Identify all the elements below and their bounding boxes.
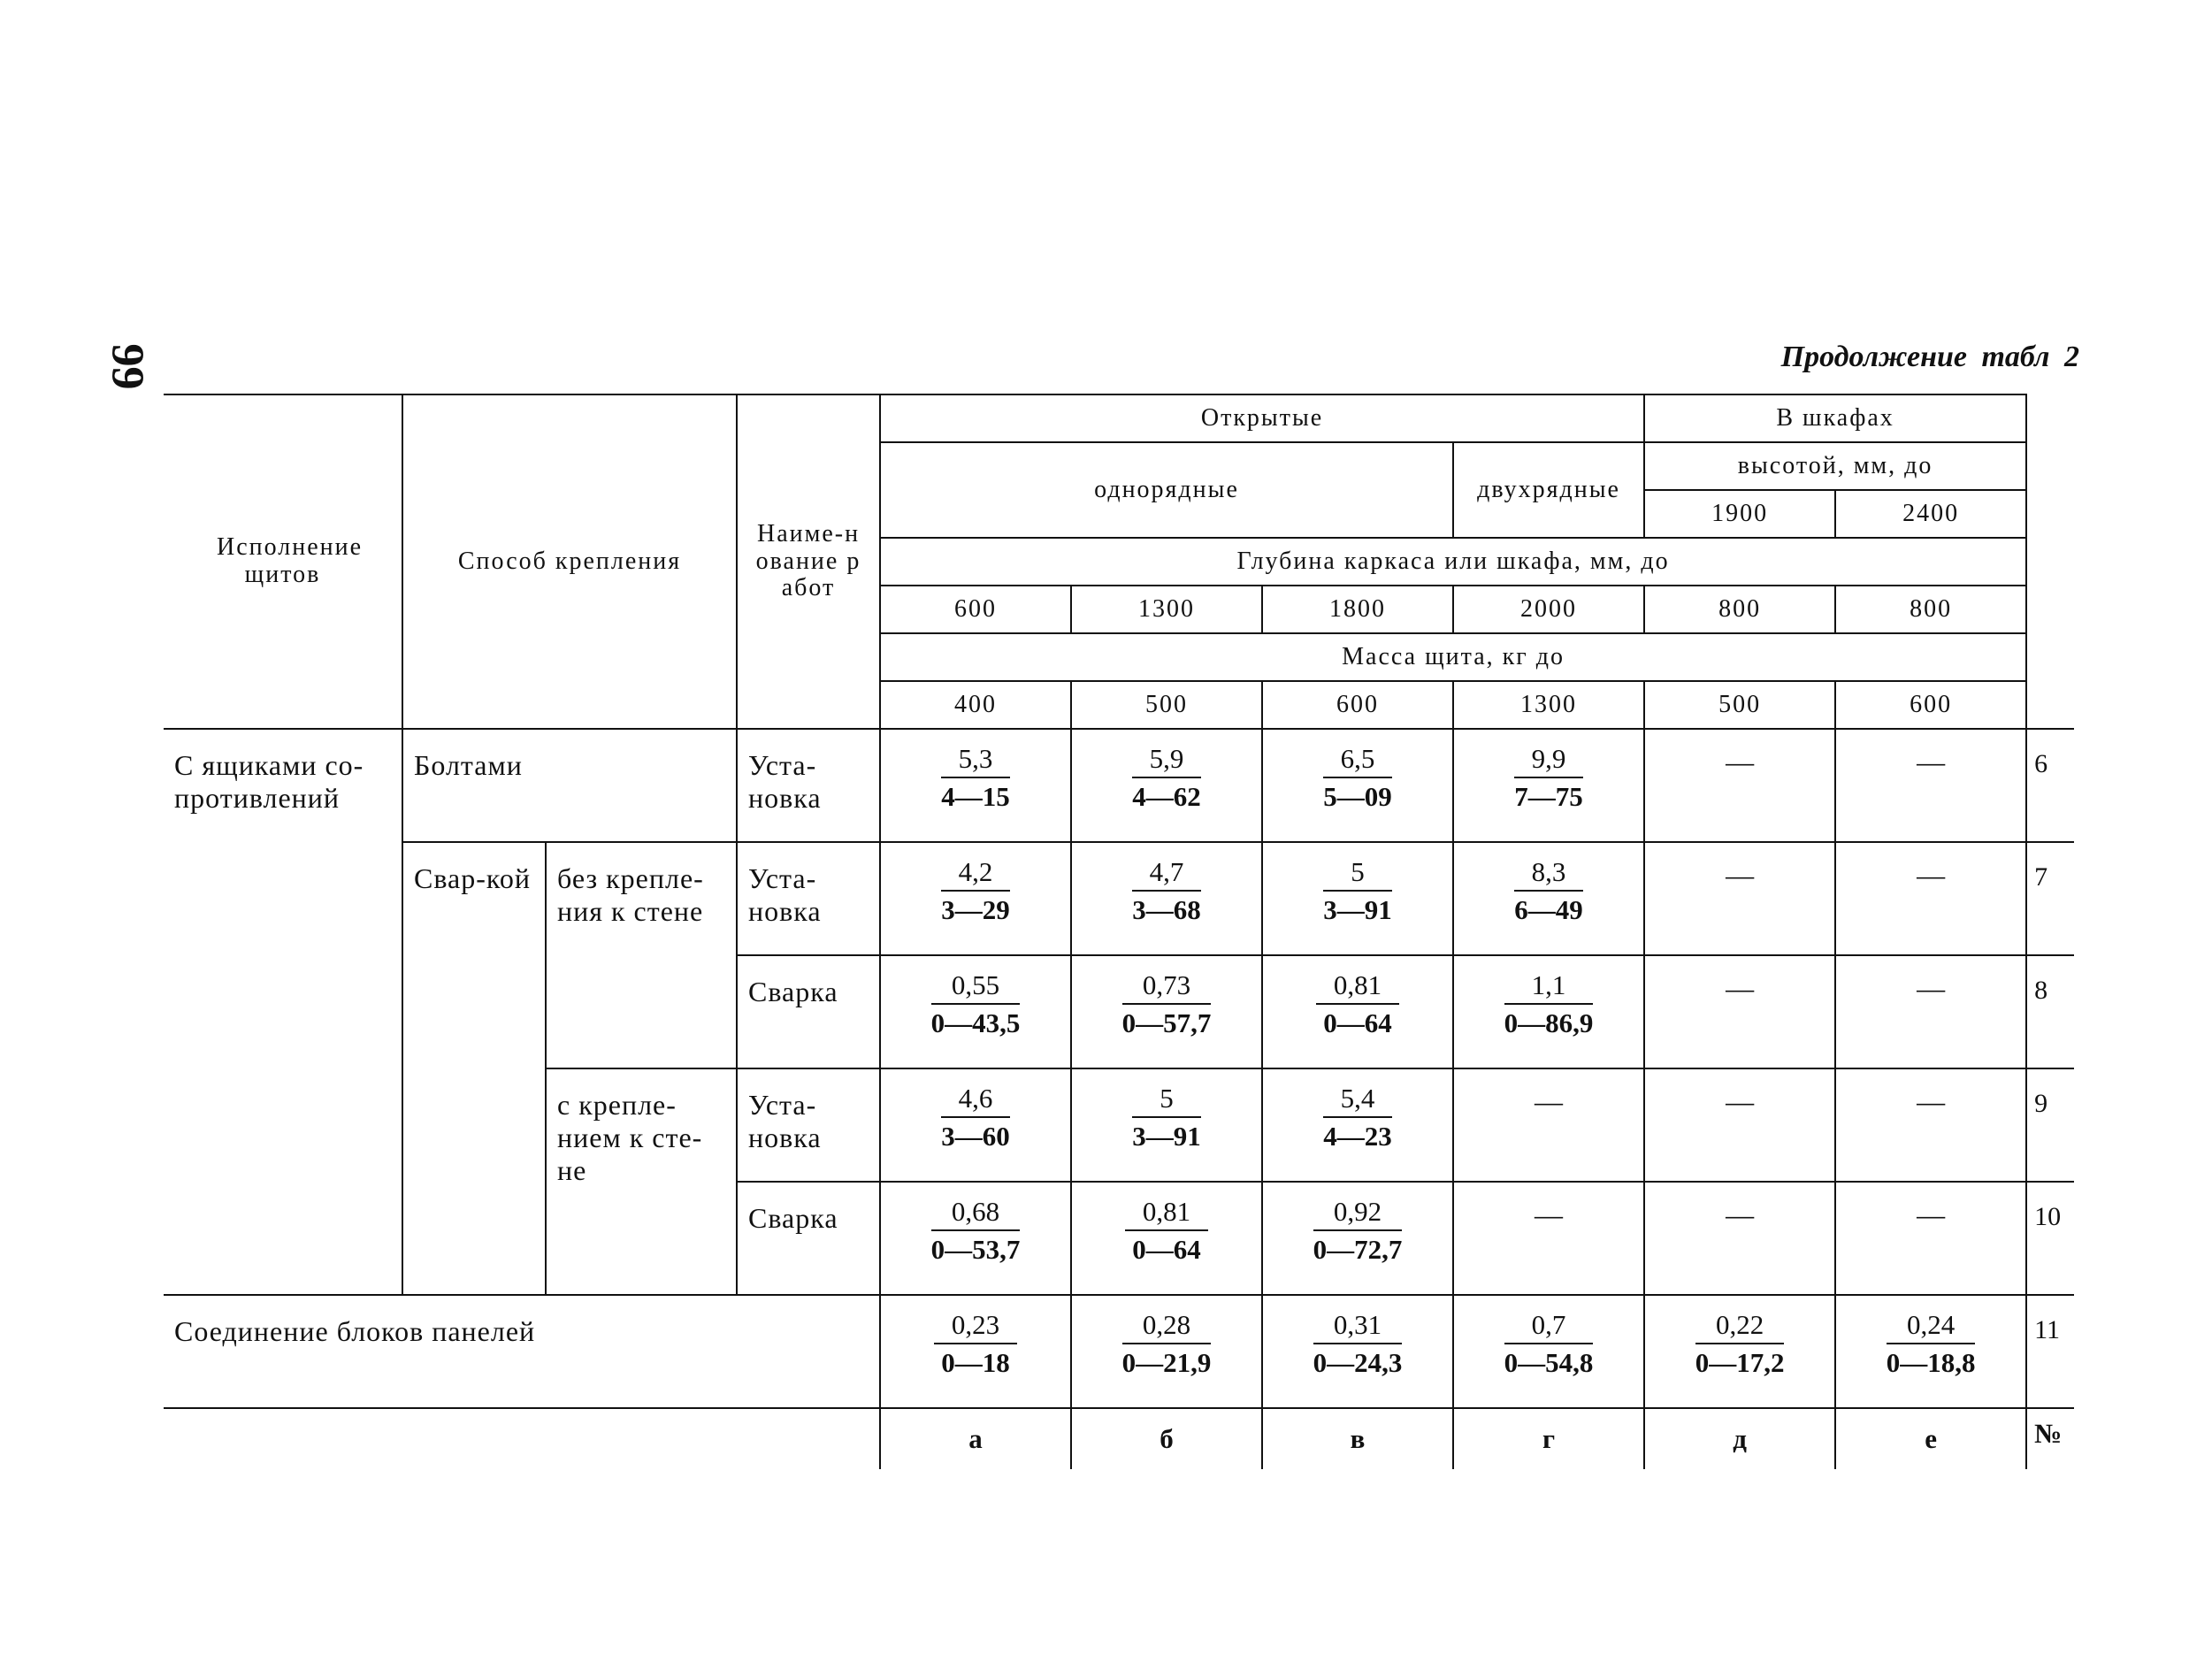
page-number: 99	[102, 343, 153, 390]
empty-value: —	[1644, 842, 1835, 955]
empty-value: —	[1453, 1182, 1644, 1295]
header-height: 1900	[1644, 490, 1835, 538]
empty-value: —	[1835, 842, 2026, 955]
header-height: 2400	[1835, 490, 2026, 538]
header-depth: 1800	[1262, 586, 1453, 633]
value-cell: $\frac{5,3}{4—15}$	[941, 743, 1010, 812]
row-work-label: Уста-новка	[737, 1068, 880, 1182]
header-depth: 800	[1644, 586, 1835, 633]
table-caption: Продолжение табл 2	[1780, 341, 2079, 373]
header-mass-label: Масса щита, кг до	[880, 633, 2026, 681]
value-cell: $\frac{4,7}{3—68}$	[1132, 856, 1201, 925]
row-execution-label: Соединение блоков панелей	[164, 1295, 880, 1408]
row-number: 6	[2026, 729, 2074, 842]
header-work: Наиме-нование работ	[737, 394, 880, 729]
table-row	[164, 842, 2074, 955]
column-letters-row	[164, 1408, 2074, 1469]
header-cabinet: В шкафах	[1644, 394, 2026, 442]
value-cell: $\frac{9,9}{7—75}$	[1514, 743, 1583, 812]
value-cell: $\frac{0,92}{0—72,7}$	[1313, 1196, 1403, 1265]
header-depth: 2000	[1453, 586, 1644, 633]
number-sign: №	[2026, 1408, 2074, 1469]
value-cell: $\frac{5}{3—91}$	[1132, 1083, 1201, 1152]
value-cell: $\frac{0,68}{0—53,7}$	[930, 1196, 1021, 1265]
header-height-label: высотой, мм, до	[1644, 442, 2026, 490]
row-number: 11	[2026, 1295, 2074, 1408]
row-execution-label: С ящиками со-противлений	[164, 729, 402, 1295]
column-letter: в	[1262, 1408, 1453, 1469]
column-letter: а	[880, 1408, 1071, 1469]
header-mass: 1300	[1453, 681, 1644, 729]
value-cell: $\frac{4,2}{3—29}$	[941, 856, 1010, 925]
empty-value: —	[1835, 1068, 2026, 1182]
row-sub-label: без крепле-ния к стене	[546, 842, 737, 1068]
header-mass: 500	[1071, 681, 1262, 729]
row-work-label: Уста-новка	[737, 729, 880, 842]
table-row	[164, 1295, 2074, 1408]
value-cell: $\frac{0,81}{0—64}$	[1316, 969, 1399, 1042]
row-work-label: Уста-новка	[737, 842, 880, 955]
row-number: 9	[2026, 1068, 2074, 1182]
column-letter: г	[1453, 1408, 1644, 1469]
header-mass: 600	[1262, 681, 1453, 729]
row-number: 7	[2026, 842, 2074, 955]
row-sub-label: с крепле-нием к сте-не	[546, 1068, 737, 1295]
header-depth-label: Глубина каркаса или шкафа, мм, до	[880, 538, 2026, 586]
header-single-row: однорядные	[880, 442, 1453, 538]
header-depth: 800	[1835, 586, 2026, 633]
value-cell: $\frac{5,4}{4—23}$	[1323, 1083, 1392, 1152]
empty-value: —	[1835, 1182, 2026, 1295]
empty-value: —	[1835, 729, 2026, 842]
value-cell: $\frac{5,9}{4—62}$	[1132, 743, 1201, 812]
column-letter: б	[1071, 1408, 1262, 1469]
value-cell: $\frac{4,6}{3—60}$	[941, 1083, 1010, 1152]
empty-value: —	[1453, 1068, 1644, 1182]
value-cell: $\frac{0,81}{0—64}$	[1125, 1195, 1208, 1268]
row-fastening-label: Свар-кой	[402, 842, 546, 1295]
row-fastening-label: Болтами	[402, 729, 737, 842]
empty-value: —	[1644, 1068, 1835, 1182]
row-work-label: Сварка	[737, 1182, 880, 1295]
empty-value: —	[1644, 729, 1835, 842]
row-work-label: Сварка	[737, 955, 880, 1068]
value-cell: $\frac{0,7}{0—54,8}$	[1504, 1309, 1594, 1378]
value-cell: $\frac{0,23}{0—18}$	[934, 1308, 1017, 1382]
empty-value: —	[1644, 955, 1835, 1068]
header-open: Открытые	[880, 394, 1644, 442]
value-cell: $\frac{5}{3—91}$	[1323, 856, 1392, 925]
header-mass: 600	[1835, 681, 2026, 729]
row-number: 8	[2026, 955, 2074, 1068]
empty-value: —	[1644, 1182, 1835, 1295]
row-number: 10	[2026, 1182, 2074, 1295]
header-mass: 500	[1644, 681, 1835, 729]
value-cell: $\frac{1,1}{0—86,9}$	[1504, 969, 1594, 1038]
value-cell: $\frac{0,24}{0—18,8}$	[1886, 1309, 1976, 1378]
header-fastening: Способ крепления	[402, 394, 737, 729]
value-cell: $\frac{0,73}{0—57,7}$	[1121, 969, 1212, 1038]
empty-value: —	[1835, 955, 2026, 1068]
value-cell: $\frac{8,3}{6—49}$	[1514, 856, 1583, 925]
header-depth: 1300	[1071, 586, 1262, 633]
value-cell: $\frac{6,5}{5—09}$	[1323, 743, 1392, 812]
column-letter: е	[1835, 1408, 2026, 1469]
value-cell: $\frac{0,28}{0—21,9}$	[1121, 1309, 1212, 1378]
header-depth: 600	[880, 586, 1071, 633]
norms-table	[164, 394, 2074, 1469]
value-cell: $\frac{0,22}{0—17,2}$	[1695, 1309, 1785, 1378]
header-execution: Исполнение щитов	[164, 394, 402, 729]
value-cell: $\frac{0,55}{0—43,5}$	[930, 969, 1021, 1038]
header-double-row: двухрядные	[1453, 442, 1644, 538]
value-cell: $\frac{0,31}{0—24,3}$	[1313, 1309, 1403, 1378]
header-mass: 400	[880, 681, 1071, 729]
column-letter: д	[1644, 1408, 1835, 1469]
table-row	[164, 729, 2074, 842]
